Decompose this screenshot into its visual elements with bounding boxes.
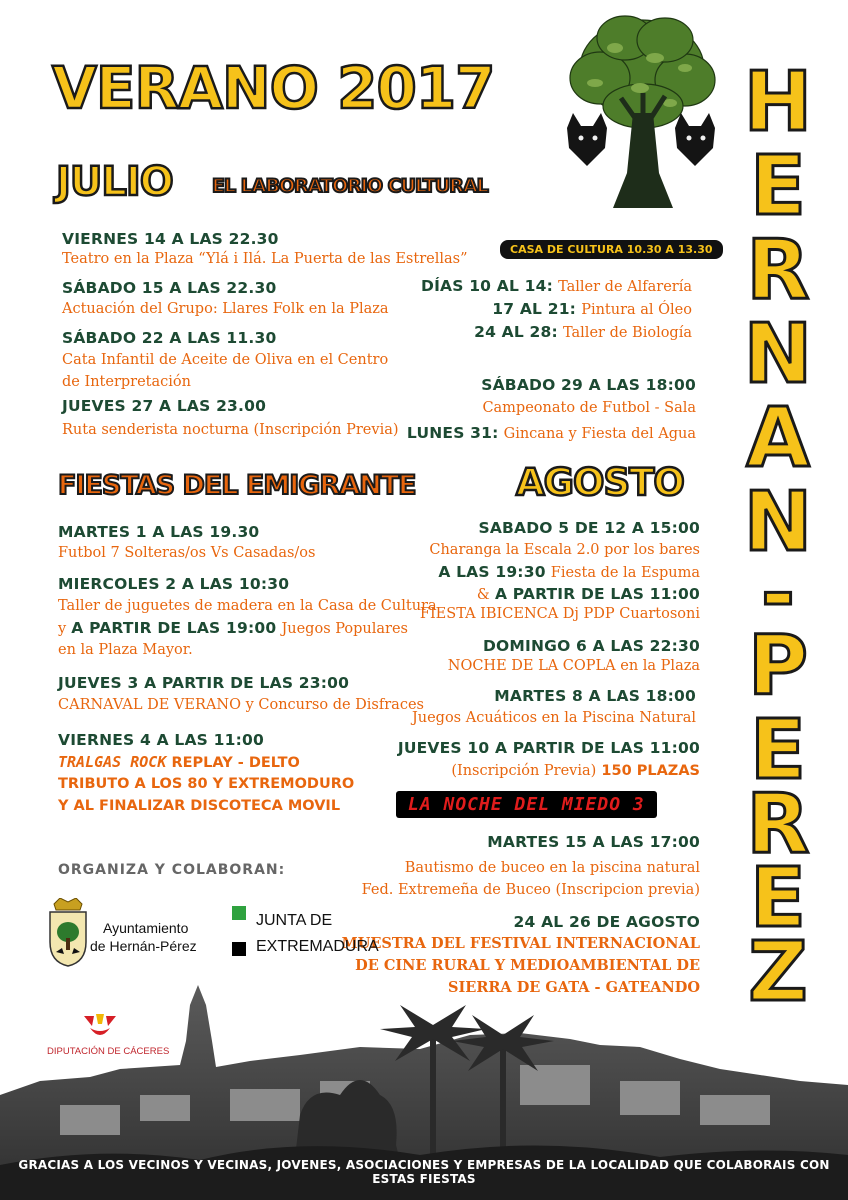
junta-green-square-icon (232, 906, 246, 920)
agosto-right-line (477, 584, 700, 605)
agosto-event-desc: REPLAY - DELTO (171, 755, 300, 771)
ayuntamiento-line2: de Hernán-Pérez (90, 938, 197, 954)
julio-right-desc: Gincana y Fiesta del Agua (503, 426, 696, 442)
agosto-right-date: MARTES 15 A LAS 17:00 (487, 833, 700, 851)
agosto-right-date: DOMINGO 6 A LAS 22:30 (482, 637, 700, 655)
agosto-event-date: A PARTIR DE LAS 19:00 (71, 619, 277, 637)
agosto-event-date: MARTES 1 A LAS 19.30 (58, 523, 260, 541)
agosto-right-desc: Fiesta de la Espuma (550, 565, 700, 581)
band-name: TRALGAS ROCK (58, 753, 167, 771)
agosto-right-desc: (Inscripción Previa) (451, 763, 597, 779)
agosto-right-date: A PARTIR DE LAS 11:00 (494, 585, 700, 603)
agosto-right-desc: NOCHE DE LA COPLA en la Plaza (447, 658, 700, 674)
town-letter-4: N (743, 307, 813, 402)
ayuntamiento-line1: Ayuntamiento (103, 920, 189, 936)
julio-event-date: SÁBADO 22 A LAS 11.30 (62, 329, 277, 347)
junta-line2: EXTREMADURA (256, 938, 379, 955)
workshop-desc: Taller de Biología (562, 325, 692, 341)
agosto-event-desc: CARNAVAL DE VERANO y Concurso de Disfraces (58, 697, 424, 713)
junta-line1: JUNTA DE (256, 912, 333, 929)
workshop-desc: Pintura al Óleo (581, 302, 692, 318)
julio-event-desc: Actuación del Grupo: Llares Folk en la Plaza (62, 301, 389, 317)
workshop-desc: Taller de Alfarería (558, 279, 692, 295)
julio-event-date: JUEVES 27 A LAS 23.00 (62, 397, 267, 415)
fiestas-heading: FIESTAS DEL EMIGRANTE (58, 470, 416, 501)
agosto-event-line (58, 752, 300, 773)
agosto-right-desc: MUESTRA DEL FESTIVAL INTERNACIONAL (341, 935, 700, 952)
agosto-event-desc: TRIBUTO A LOS 80 Y EXTREMODURO (58, 776, 355, 792)
agosto-event-date: MIERCOLES 2 A LAS 10:30 (58, 575, 290, 593)
diputacion-label: DIPUTACIÓN DE CÁCERES (47, 1046, 170, 1057)
workshop-date: 24 AL 28: (474, 323, 558, 341)
junta-black-square-icon (232, 942, 246, 956)
julio-event-desc: de Interpretación (62, 374, 191, 390)
agosto-right-desc: SIERRA DE GATA - GATEANDO (448, 979, 700, 996)
agosto-event-desc: Futbol 7 Solteras/os Vs Casadas/os (58, 545, 316, 561)
julio-right-date: SÁBADO 29 A LAS 18:00 (481, 376, 696, 394)
agosto-heading: AGOSTO (516, 461, 684, 504)
agosto-right-desc: Bautismo de buceo en la piscina natural (404, 860, 700, 876)
workshop-line (474, 322, 692, 343)
julio-event-date: SÁBADO 15 A LAS 22.30 (62, 279, 277, 297)
noche-miedo-banner: LA NOCHE DEL MIEDO 3 (396, 791, 657, 818)
agosto-right-date: MARTES 8 A LAS 18:00 (494, 687, 696, 705)
town-letter-9: E (749, 703, 806, 798)
workshop-date: DÍAS 10 AL 14: (421, 277, 553, 295)
agosto-event-desc: y (58, 621, 67, 637)
agosto-right-desc: DE CINE RURAL Y MEDIOAMBIENTAL DE (355, 957, 700, 974)
town-letter-11: E (749, 851, 806, 946)
agosto-right-date: JUEVES 10 A PARTIR DE LAS 11:00 (397, 739, 700, 757)
workshop-date: 17 AL 21: (492, 300, 577, 318)
town-letter-1: H (743, 55, 813, 150)
footer-thanks: GRACIAS A LOS VECINOS Y VECINAS, JOVENES, ASOCIACIONES Y EMPRESAS DE LA LOCALIDAD QUE COLABORAIS CON ESTAS FIESTAS (18, 1158, 830, 1186)
poster-title: VERANO 2017 (52, 54, 495, 122)
julio-right-desc: Campeonato de Futbol - Sala (482, 400, 696, 416)
julio-event-date: VIERNES 14 A LAS 22.30 (62, 230, 279, 248)
town-letter-3: R (746, 223, 810, 318)
agosto-event-desc: Taller de juguetes de madera en la Casa de Cultura (58, 598, 437, 614)
laboratorio-subtitle: EL LABORATORIO CULTURAL (212, 175, 488, 197)
agosto-event-desc: Juegos Populares (281, 621, 409, 637)
workshop-line (492, 299, 692, 320)
town-letter-8: P (747, 619, 809, 714)
ayuntamiento-shield-icon (46, 898, 90, 968)
town-letter-12: Z (748, 925, 808, 1020)
agosto-event-desc: en la Plaza Mayor. (58, 642, 193, 658)
places-count: 150 PLAZAS (601, 763, 700, 779)
workshop-line (421, 276, 692, 297)
julio-right-line (407, 423, 696, 444)
town-letter-7: - (760, 547, 796, 642)
agosto-event-line (58, 618, 408, 639)
julio-event-desc: Cata Infantil de Aceite de Oliva en el Centro (62, 352, 389, 368)
sponsors-label: ORGANIZA Y COLABORAN: (58, 862, 286, 878)
agosto-event-desc: Y AL FINALIZAR DISCOTECA MOVIL (58, 798, 341, 814)
julio-right-date: LUNES 31: (406, 424, 499, 442)
agosto-right-desc: FIESTA IBICENCA Dj PDP Cuartosoni (419, 606, 700, 622)
agosto-right-desc: Juegos Acuáticos en la Piscina Natural (411, 710, 696, 726)
town-letter-5: A (746, 391, 810, 486)
agosto-right-line (438, 562, 700, 583)
agosto-event-date: VIERNES 4 A LAS 11:00 (58, 731, 264, 749)
agosto-right-date: 24 AL 26 DE AGOSTO (513, 913, 700, 931)
julio-event-desc: Ruta senderista nocturna (Inscripción Previa) (62, 422, 399, 438)
town-letter-10: R (746, 777, 810, 872)
ampersand: & (476, 587, 490, 603)
town-letter-2: E (749, 139, 806, 234)
agosto-right-desc: Fed. Extremeña de Buceo (Inscripcion previa) (361, 882, 700, 898)
agosto-right-desc: Charanga la Escala 2.0 por los bares (429, 542, 700, 558)
agosto-right-line (451, 760, 700, 781)
agosto-right-date: SABADO 5 DE 12 A 15:00 (478, 519, 700, 537)
agosto-right-date: A LAS 19:30 (438, 563, 546, 581)
agosto-event-date: JUEVES 3 A PARTIR DE LAS 23:00 (58, 674, 350, 692)
julio-heading: JULIO (56, 159, 173, 205)
casa-cultura-badge: CASA DE CULTURA 10.30 A 13.30 (500, 240, 723, 259)
olive-tree-emblem (555, 8, 730, 218)
town-letter-6: N (743, 475, 813, 570)
julio-event-desc: Teatro en la Plaza “Ylá i Ilá. La Puerta de las Estrellas” (62, 251, 468, 267)
